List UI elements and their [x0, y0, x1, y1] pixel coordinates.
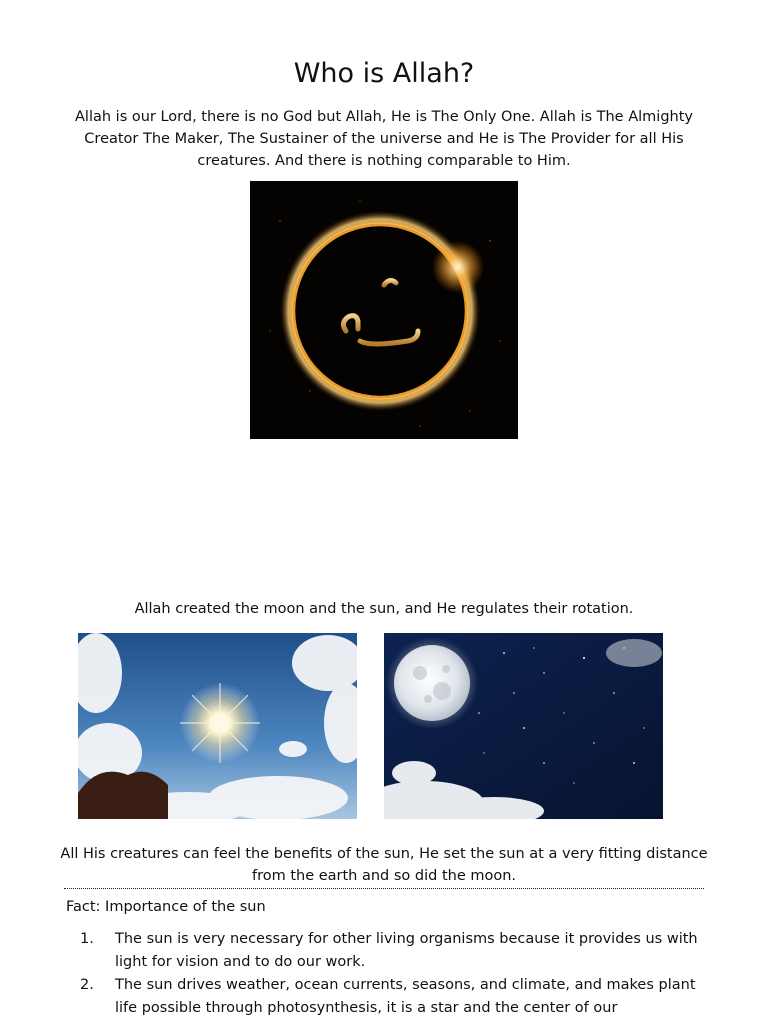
caption-benefits: All His creatures can feel the benefits of the sun, He set the sun at a very fitting distance from the earth and so did the moon. [60, 846, 708, 884]
list-item [66, 974, 706, 1020]
moon-photo [384, 633, 663, 819]
fact-heading: Fact: Importance of the sun [66, 899, 266, 915]
list-item [66, 928, 706, 974]
hero-image [250, 181, 518, 439]
full-moon-night-sky-icon [384, 633, 663, 819]
allah-calligraphy-eclipse-icon [250, 181, 518, 439]
caption-sun-moon: Allah created the moon and the sun, and He regulates their rotation. [134, 601, 634, 617]
sun-photo [78, 633, 357, 819]
intro-paragraph: Allah is our Lord, there is no God but Allah, He is The Only One. Allah is The Almighty Creator The Maker, The Sustainer of the universe and He is The Provider for all His creatures. And there is nothing comparable to Him. [75, 109, 693, 169]
dotted-divider [64, 888, 704, 889]
list-item-text: The sun is very necessary for other living organisms because it provides us with light for vision and to do our work. [115, 931, 698, 970]
sun-sky-clouds-icon [78, 633, 357, 819]
list-item-text: The sun drives weather, ocean currents, seasons, and climate, and makes plant life possible through photosynthesis, it is a star and the center of our [115, 977, 696, 1016]
fact-list [66, 928, 706, 1020]
page-title: Who is Allah? [293, 58, 475, 89]
list-item-number: 2. [80, 977, 94, 993]
list-item-number: 1. [80, 931, 94, 947]
